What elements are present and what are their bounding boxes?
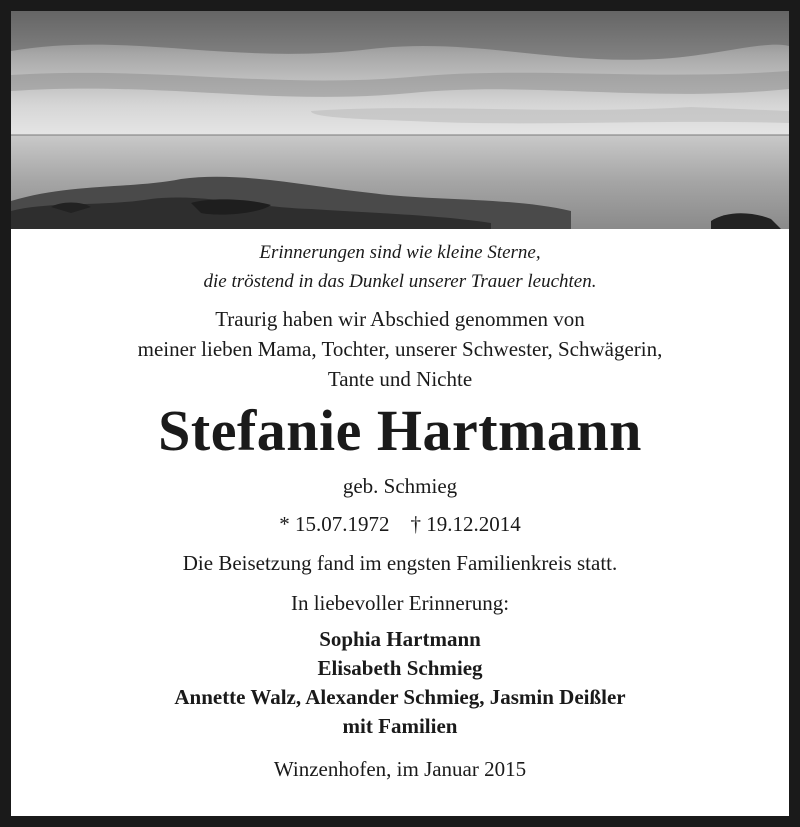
birth-name: geb. Schmieg <box>342 474 458 498</box>
obituary-content <box>11 229 789 816</box>
intro-line-2: meiner lieben Mama, Tochter, unserer Schwester, Schwägerin, <box>137 337 663 361</box>
seascape-icon <box>11 11 789 229</box>
funeral-note: Die Beisetzung fand im engsten Familienkreis statt. <box>182 551 618 575</box>
deceased-name: Stefanie Hartmann <box>158 398 642 463</box>
mourner-name: Elisabeth Schmieg <box>317 656 483 680</box>
mourner-name: Annette Walz, Alexander Schmieg, Jasmin Deißler <box>174 685 626 709</box>
seascape-photo <box>11 11 789 229</box>
intro-line-1: Traurig haben wir Abschied genommen von <box>215 307 585 331</box>
mourner-name: mit Familien <box>342 714 458 738</box>
mourners-heading: In liebevoller Erinnerung: <box>290 591 510 615</box>
place-and-date: Winzenhofen, im Januar 2015 <box>273 757 527 781</box>
mourner-name: Sophia Hartmann <box>319 627 481 651</box>
intro-line-3: Tante und Nichte <box>327 367 473 391</box>
quote-line-1: Erinnerungen sind wie kleine Sterne, <box>259 242 541 263</box>
quote-line-2: die tröstend in das Dunkel unserer Trauer leuchten. <box>203 271 597 292</box>
life-dates: * 15.07.1972 † 19.12.2014 <box>279 512 521 536</box>
